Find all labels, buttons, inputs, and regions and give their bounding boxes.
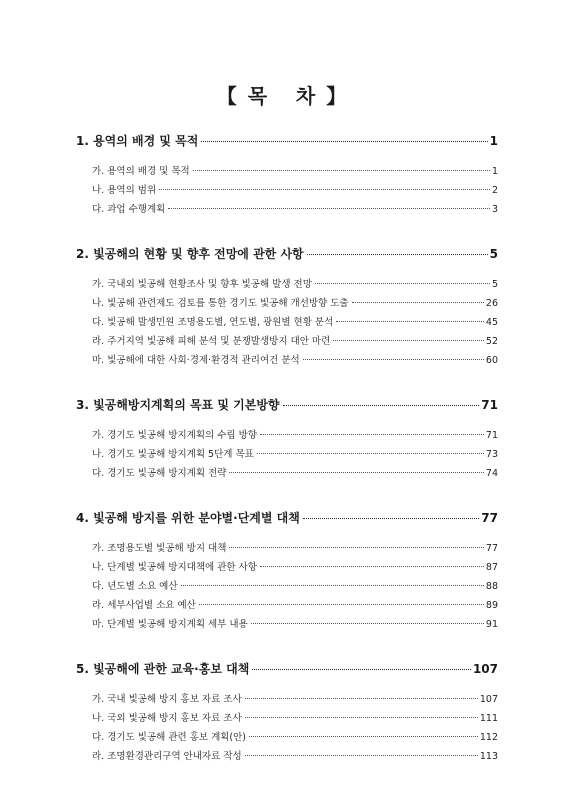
dot-leader (260, 566, 484, 567)
toc-entry-label: 가. 용역의 배경 및 목적 (92, 166, 190, 177)
toc-page-number: 1 (491, 166, 498, 177)
toc-entry-label: 다. 과업 수행계획 (92, 204, 166, 215)
dot-leader (245, 717, 478, 718)
toc-sub-entry[interactable] (92, 709, 498, 728)
toc-sub-entry[interactable] (92, 426, 498, 445)
toc-entry-label: 나. 경기도 빛공해 방지계획 5단계 목표 (92, 449, 254, 460)
dot-leader (252, 669, 471, 670)
dot-leader (245, 755, 478, 756)
dot-leader (257, 453, 484, 454)
dot-leader (336, 321, 484, 322)
toc-page-number: 77 (481, 511, 498, 525)
toc-sub-entry[interactable] (92, 728, 498, 747)
toc-page-number: 87 (485, 562, 498, 573)
toc-page-number: 2 (491, 185, 498, 196)
dot-leader (307, 254, 488, 255)
dot-leader (249, 736, 478, 737)
dot-leader (283, 405, 480, 406)
toc-sub-entry[interactable] (92, 747, 498, 766)
toc-page-number: 71 (481, 398, 498, 412)
toc-entry-label: 가. 국내외 빛공해 현황조사 및 향후 빛공해 발생 전망 (92, 279, 312, 290)
dot-leader (181, 585, 484, 586)
toc-page-number: 77 (485, 543, 498, 554)
dot-leader (251, 623, 484, 624)
toc-page-number: 1 (489, 134, 498, 148)
toc-sub-entry[interactable] (92, 275, 498, 294)
toc-page-number: 113 (479, 751, 498, 762)
dot-leader (315, 283, 490, 284)
toc-sub-entry[interactable] (92, 539, 498, 558)
toc-page-number: 60 (485, 355, 498, 366)
toc-page-number: 26 (485, 298, 498, 309)
dot-leader (168, 208, 490, 209)
toc-entry-label: 나. 빛공해 관련제도 검토를 통한 경기도 빛공해 개선방향 도출 (92, 298, 349, 309)
toc-entry-label: 가. 국내 빛공해 방지 홍보 자료 조사 (92, 694, 242, 705)
dot-leader (229, 472, 484, 473)
toc-page-number: 73 (485, 449, 498, 460)
dot-leader (159, 189, 490, 190)
toc-sub-entry[interactable] (92, 332, 498, 351)
toc-sub-entry[interactable] (92, 445, 498, 464)
toc-main-entry[interactable] (76, 128, 498, 154)
toc-page-number: 45 (485, 317, 498, 328)
toc-entry-label: 다. 경기도 빛공해 방지계획 전략 (92, 468, 227, 479)
table-of-contents (76, 128, 498, 788)
toc-page-number: 91 (485, 619, 498, 630)
toc-sub-entry[interactable] (92, 577, 498, 596)
dot-leader (193, 170, 490, 171)
toc-page-number: 88 (485, 581, 498, 592)
toc-section-1 (76, 128, 498, 219)
toc-entry-label: 라. 세부사업별 소요 예산 (92, 600, 196, 611)
toc-entry-label: 나. 국외 빛공해 방지 홍보 자료 조사 (92, 713, 242, 724)
toc-entry-label: 2. 빛공해의 현황 및 향후 전망에 관한 사항 (76, 247, 304, 261)
toc-entry-label: 4. 빛공해 방지를 위한 분야별·단계별 대책 (76, 511, 300, 525)
toc-entry-label: 나. 용역의 범위 (92, 185, 157, 196)
toc-sub-entry[interactable] (92, 615, 498, 634)
toc-entry-label: 가. 경기도 빛공해 방지계획의 수립 방향 (92, 430, 257, 441)
dot-leader (245, 698, 478, 699)
dot-leader (229, 547, 484, 548)
toc-main-entry[interactable] (76, 656, 498, 682)
toc-page-number: 5 (489, 247, 498, 261)
toc-entry-label: 다. 년도별 소요 예산 (92, 581, 178, 592)
toc-sub-entry[interactable] (92, 351, 498, 370)
toc-entry-label: 다. 빛공해 발생민원 조명용도별, 연도별, 광원별 현황 분석 (92, 317, 334, 328)
toc-sub-entry[interactable] (92, 690, 498, 709)
dot-leader (303, 359, 484, 360)
toc-main-entry[interactable] (76, 505, 498, 531)
toc-page-number: 74 (485, 468, 498, 479)
toc-page-number: 52 (485, 336, 498, 347)
toc-main-entry[interactable] (76, 392, 498, 418)
toc-entry-label: 마. 빛공해에 대한 사회·경제·환경적 관리여건 분석 (92, 355, 300, 366)
toc-sub-entry[interactable] (92, 294, 498, 313)
toc-entry-label: 가. 조명용도별 빛공해 방지 대책 (92, 543, 227, 554)
toc-entry-label: 라. 조명환경관리구역 안내자료 작성 (92, 751, 242, 762)
toc-page-number: 3 (491, 204, 498, 215)
toc-section-5 (76, 656, 498, 766)
toc-page-number: 112 (479, 732, 498, 743)
toc-page-number: 107 (472, 662, 498, 676)
toc-entry-label: 3. 빛공해방지계획의 목표 및 기본방향 (76, 398, 280, 412)
toc-entry-label: 마. 단계별 빛공해 방지계획 세부 내용 (92, 619, 248, 630)
toc-page-number: 5 (491, 279, 498, 290)
toc-sub-entry[interactable] (92, 464, 498, 483)
toc-entry-label: 다. 경기도 빛공해 관련 홍보 계획(안) (92, 732, 247, 743)
dot-leader (260, 434, 484, 435)
toc-page-number: 71 (485, 430, 498, 441)
dot-leader (352, 302, 484, 303)
toc-sub-entry[interactable] (92, 200, 498, 219)
toc-sub-entry[interactable] (92, 313, 498, 332)
page-title: 【 목 차 】 (216, 84, 349, 108)
toc-entry-label: 5. 빛공해에 관한 교육·홍보 대책 (76, 662, 250, 676)
toc-page-number: 89 (485, 600, 498, 611)
toc-entry-label: 나. 단계별 빛공해 방지대책에 관한 사항 (92, 562, 257, 573)
toc-page-number: 111 (479, 713, 498, 724)
toc-section-2 (76, 241, 498, 370)
toc-sub-entry[interactable] (92, 162, 498, 181)
dot-leader (303, 518, 479, 519)
toc-sub-entry[interactable] (92, 596, 498, 615)
toc-section-3 (76, 392, 498, 483)
dot-leader (333, 340, 484, 341)
toc-page-number: 107 (479, 694, 498, 705)
dot-leader (201, 141, 487, 142)
toc-entry-label: 라. 주거지역 빛공해 피해 분석 및 분쟁발생방지 대안 마련 (92, 336, 331, 347)
toc-entry-label: 1. 용역의 배경 및 목적 (76, 134, 199, 148)
dot-leader (199, 604, 484, 605)
toc-main-entry[interactable] (76, 241, 498, 267)
toc-sub-entry[interactable] (92, 181, 498, 200)
toc-section-4 (76, 505, 498, 634)
toc-sub-entry[interactable] (92, 558, 498, 577)
